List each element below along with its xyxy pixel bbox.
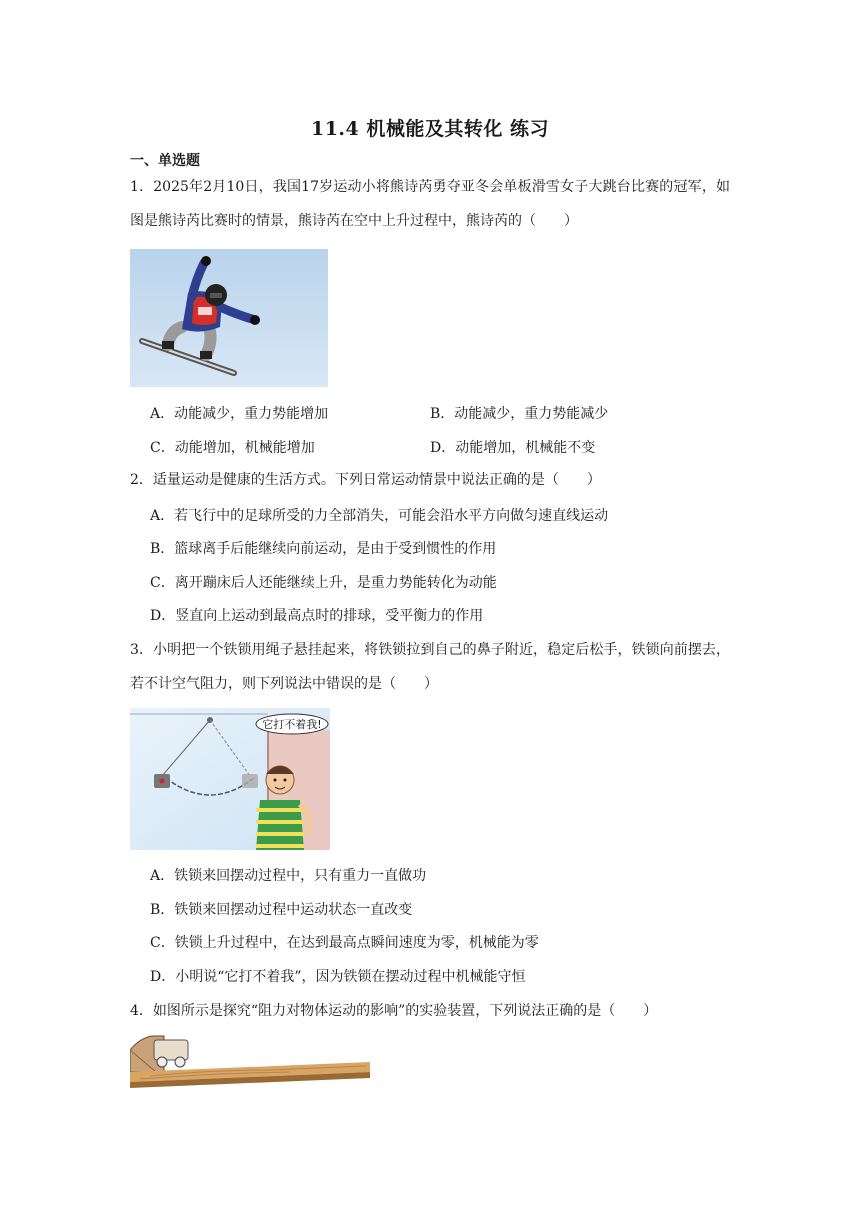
question-1-option-a: A．动能减少，重力势能增加 <box>150 406 329 422</box>
snowboarder-illustration <box>130 249 328 387</box>
question-2-stem: 2．适量运动是健康的生活方式。下列日常运动情景中说法正确的是（ ） <box>130 472 601 488</box>
speech-bubble-text: 它打不着我! <box>262 718 322 731</box>
question-1-stem: 1．2025年2月10日，我国17岁运动小将熊诗芮勇夺亚冬会单板滑雪女子大跳台比赛的冠军，如图是熊诗芮比赛时的情景，熊诗芮在空中上升过程中，熊诗芮的（ ） <box>130 179 730 229</box>
section-heading: 一、单选题 <box>130 153 200 169</box>
question-1-option-b: B．动能减少，重力势能减少 <box>430 406 609 422</box>
question-3-option-b: B．铁锁来回摆动过程中运动状态一直改变 <box>150 902 413 918</box>
question-3-option-c: C．铁锁上升过程中，在达到最高点瞬间速度为零，机械能为零 <box>150 935 539 951</box>
question-3-stem: 3．小明把一个铁锁用绳子悬挂起来，将铁锁拉到自己的鼻子附近，稳定后松手，铁锁向前摆去，若不计空气阻力，则下列说法中错误的是（ ） <box>130 642 730 692</box>
question-2-option-b: B．篮球离手后能继续向前运动，是由于受到惯性的作用 <box>150 541 497 557</box>
question-2-option-a: A．若飞行中的足球所受的力全部消失，可能会沿水平方向做匀速直线运动 <box>150 508 609 524</box>
question-2-option-c: C．离开蹦床后人还能继续上升，是重力势能转化为动能 <box>150 575 497 591</box>
page-title: 11.4 机械能及其转化 练习 <box>310 118 549 140</box>
incline-board-figure <box>130 1032 374 1090</box>
question-3-option-d: D．小明说“它打不着我”，因为铁锁在摆动过程中机械能守恒 <box>150 969 526 985</box>
snowboarder-figure <box>130 249 328 387</box>
question-1-option-d: D．动能增加，机械能不变 <box>430 440 596 456</box>
pendulum-figure <box>130 708 330 850</box>
question-3-option-a: A．铁锁来回摆动过程中，只有重力一直做功 <box>150 868 427 884</box>
pendulum-illustration <box>130 708 330 850</box>
question-1-option-c: C．动能增加，机械能增加 <box>150 440 315 456</box>
question-4-stem: 4．如图所示是探究“阻力对物体运动的影响”的实验装置，下列说法正确的是（ ） <box>130 1003 658 1019</box>
incline-board-illustration <box>130 1032 374 1090</box>
question-2-option-d: D．竖直向上运动到最高点时的排球，受平衡力的作用 <box>150 608 484 624</box>
